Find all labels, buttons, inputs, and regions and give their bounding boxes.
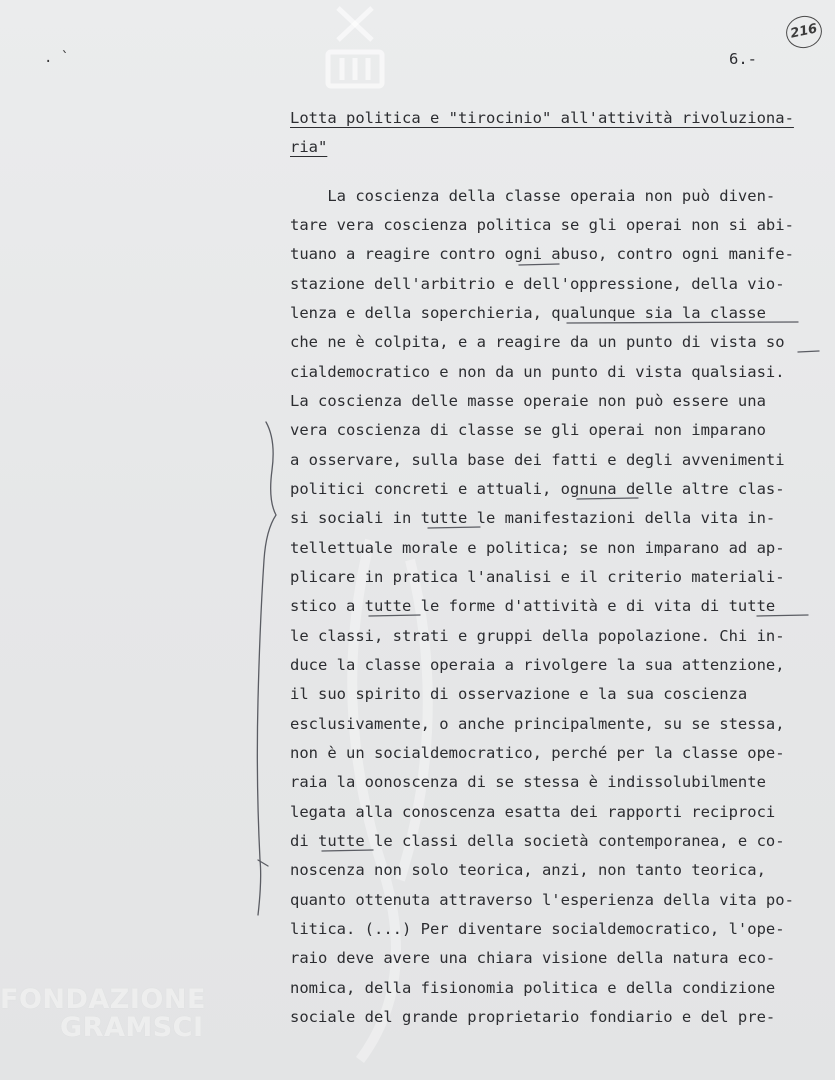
underline-ogni (519, 264, 559, 265)
body-line: La coscienza della classe operaia non può diven- (290, 187, 776, 205)
body-line: litica. (...) Per diventare socialdemocratico, l'ope- (290, 920, 785, 938)
underline-so (798, 351, 819, 352)
body-line: tuano a reagire contro ogni abuso, contro ogni manife- (290, 245, 794, 263)
body-line: stazione dell'arbitrio e dell'oppressione, della vio- (290, 275, 785, 293)
body-line: a osservare, sulla base dei fatti e degli avvenimenti (290, 451, 785, 469)
body-line: vera coscienza di classe se gli operai non imparano (290, 421, 766, 439)
page-number: 6.- (729, 50, 757, 68)
body-line: sociale del grande proprietario fondiario e del pre- (290, 1008, 776, 1026)
body-line: stico a tutte le forme d'attività e di vita di tutte (290, 597, 776, 615)
body-line: La coscienza delle masse operaie non può essere una (290, 392, 766, 410)
archive-stamp: 216 (783, 13, 825, 52)
body-line: lenza e della soperchieria, qualunque sia la classe (290, 304, 766, 322)
body-line: nomica, della fisionomia politica e della condizione (290, 979, 776, 997)
body-line: tare vera coscienza politica se gli operai non si abi- (290, 216, 794, 234)
body-line: raio deve avere una chiara visione della natura eco- (290, 949, 776, 967)
body-line: quanto ottenuta attraverso l'esperienza della vita po- (290, 891, 794, 909)
body-line: politici concreti e attuali, ognuna delle altre clas- (290, 480, 785, 498)
body-line: non è un socialdemocratico, perché per la classe ope- (290, 744, 785, 762)
foundation-watermark: FONDAZIONE GRAMSCI (0, 984, 206, 1043)
body-line: plicare in pratica l'analisi e il criterio materiali- (290, 568, 785, 586)
body-line: legata alla conoscenza esatta dei rapporti reciproci (290, 803, 776, 821)
body-line: cialdemocratico e non da un punto di vista qualsiasi. (290, 363, 785, 381)
body-line: tellettuale morale e politica; se non imparano ad ap- (290, 539, 785, 557)
title-line-1: Lotta politica e "tirocinio" all'attività rivoluziona- (290, 109, 794, 127)
title-line-2: ria" (290, 138, 328, 156)
body-line: noscenza non solo teorica, anzi, non tanto teorica, (290, 861, 766, 879)
body-line: che ne è colpita, e a reagire da un punto di vista so (290, 333, 785, 351)
body-line: il suo spirito di osservazione e la sua coscienza (290, 685, 748, 703)
body-line: raia la oonoscenza di se stessa è indissolubilmente (290, 773, 766, 791)
margin-marks: . ` (44, 50, 70, 66)
body-line: esclusivamente, o anche principalmente, su se stessa, (290, 715, 785, 733)
margin-bracket (257, 422, 276, 915)
body-line: le classi, strati e gruppi della popolazione. Chi in- (290, 627, 785, 645)
body-line: si sociali in tutte le manifestazioni della vita in- (290, 509, 776, 527)
body-line: di tutte le classi della società contemporanea, e co- (290, 832, 785, 850)
margin-bracket-tick (258, 860, 268, 866)
archive-watermark-icon (300, 0, 420, 110)
body-line: duce la classe operaia a rivolgere la sua attenzione, (290, 656, 785, 674)
